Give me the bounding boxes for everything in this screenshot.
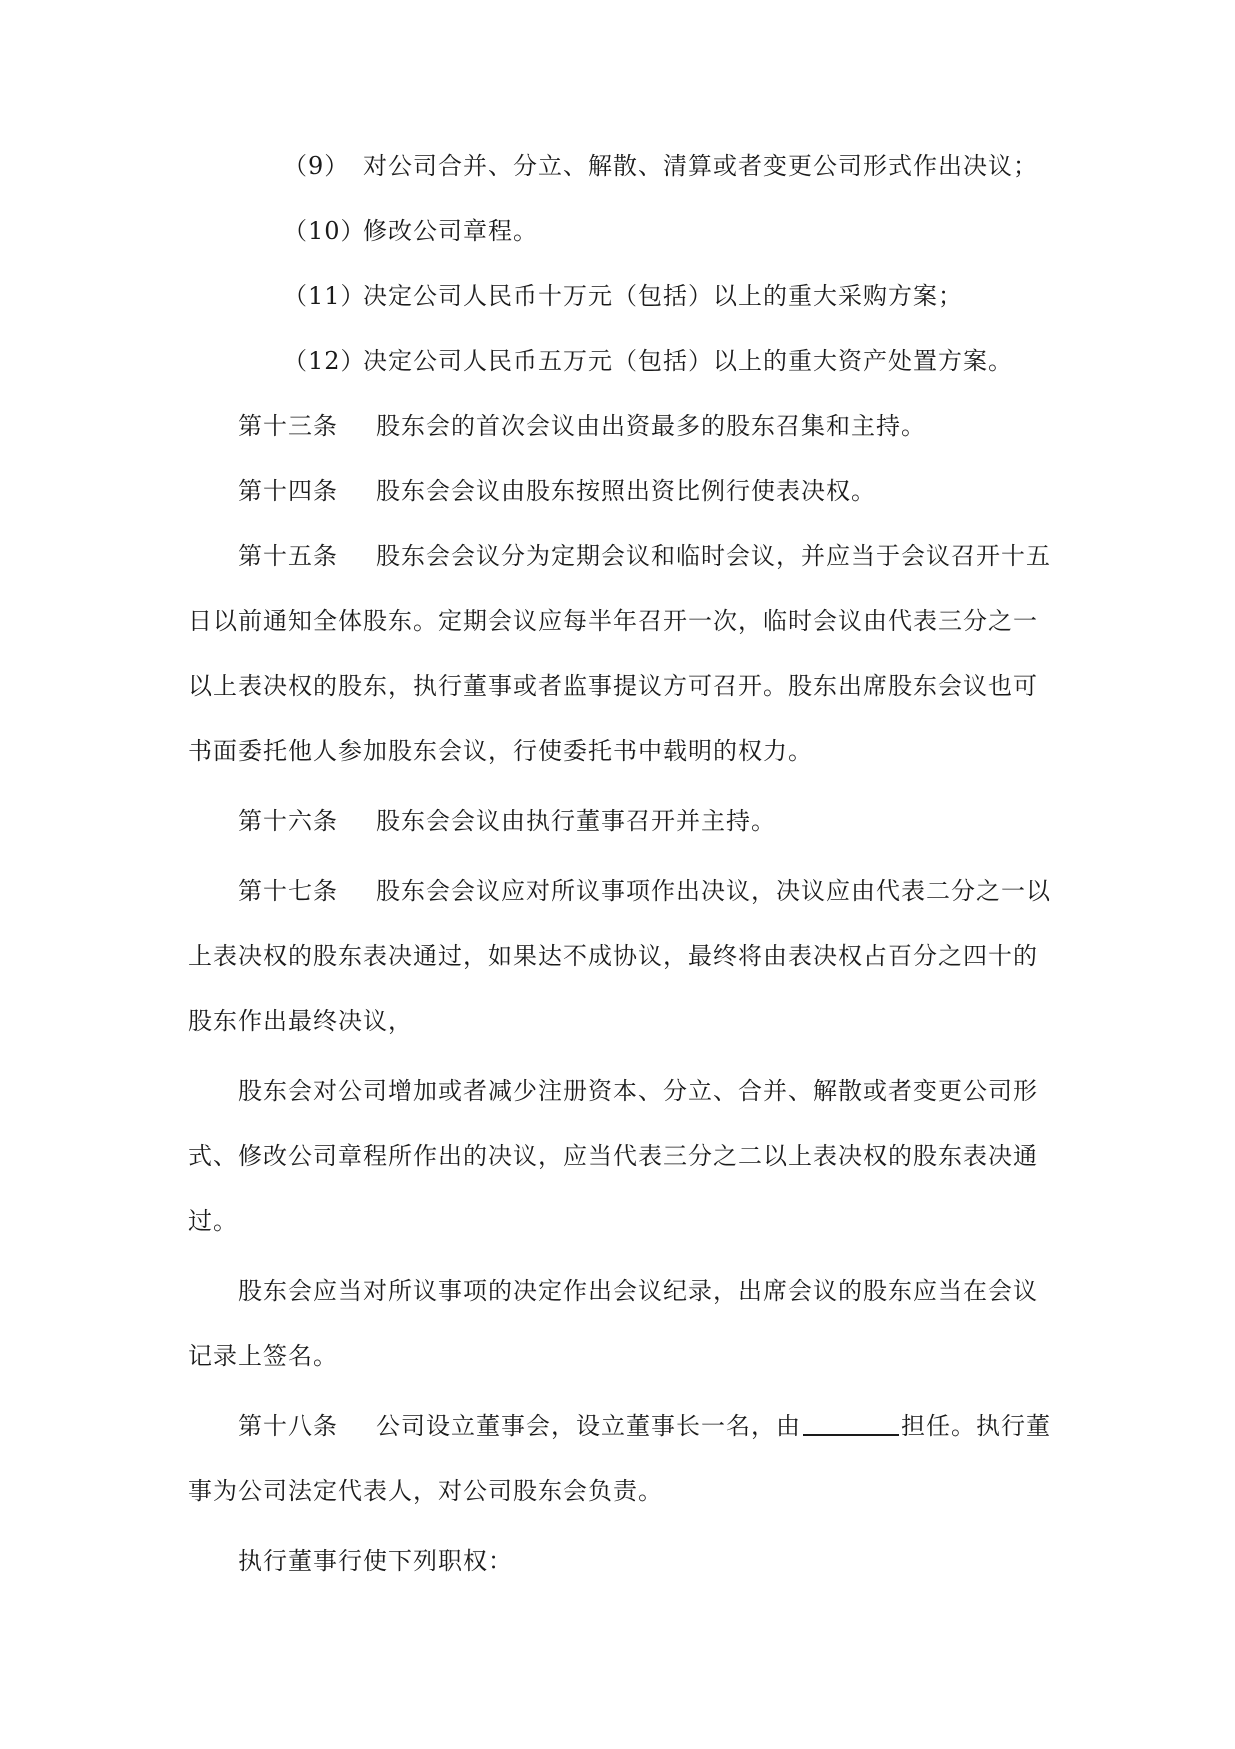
article-text: 股东会的首次会议由出资最多的股东召集和主持。 bbox=[376, 412, 926, 440]
article-text: 股东会会议由股东按照出资比例行使表决权。 bbox=[376, 477, 876, 505]
paragraph-capital-change-line-2: 式、修改公司章程所作出的决议，应当代表三分之二以上表决权的股东表决通 bbox=[188, 1142, 1038, 1170]
item-text: 决定公司人民币十万元（包括）以上的重大采购方案； bbox=[363, 282, 963, 310]
article-15-line-2: 日以前通知全体股东。定期会议应每半年召开一次，临时会议由代表三分之一 bbox=[188, 607, 1038, 635]
item-number: （11） bbox=[283, 282, 366, 310]
article-17 bbox=[238, 875, 1051, 907]
article-15-line-3: 以上表决权的股东，执行董事或者监事提议方可召开。股东出席股东会议也可 bbox=[188, 672, 1038, 700]
article-15 bbox=[238, 540, 1051, 572]
article-16 bbox=[238, 805, 776, 837]
list-item-11 bbox=[283, 280, 963, 312]
article-text: 股东会会议分为定期会议和临时会议，并应当于会议召开十五 bbox=[376, 542, 1051, 570]
article-number: 第十四条 bbox=[238, 477, 338, 505]
article-number: 第十三条 bbox=[238, 412, 338, 440]
paragraph-minutes-line-2: 记录上签名。 bbox=[188, 1342, 338, 1370]
paragraph-capital-change-line-3: 过。 bbox=[188, 1207, 238, 1235]
article-number: 第十五条 bbox=[238, 542, 338, 570]
item-number: （9） bbox=[283, 152, 350, 180]
article-15-line-4: 书面委托他人参加股东会议，行使委托书中载明的权力。 bbox=[188, 737, 813, 765]
article-text-before-blank: 公司设立董事会，设立董事长一名，由 bbox=[376, 1412, 801, 1440]
article-17-line-3: 股东作出最终决议， bbox=[188, 1007, 413, 1035]
paragraph-capital-change: 股东会对公司增加或者减少注册资本、分立、合并、解散或者变更公司形 bbox=[238, 1077, 1038, 1105]
fill-in-blank[interactable] bbox=[803, 1412, 899, 1436]
list-item-9 bbox=[283, 150, 1038, 182]
paragraph-director-duties: 执行董事行使下列职权： bbox=[238, 1547, 513, 1575]
article-text-after-blank: 担任。执行董 bbox=[901, 1412, 1051, 1440]
article-18 bbox=[238, 1410, 1051, 1442]
article-text: 股东会会议由执行董事召开并主持。 bbox=[376, 807, 776, 835]
article-number: 第十六条 bbox=[238, 807, 338, 835]
article-18-line-2: 事为公司法定代表人，对公司股东会负责。 bbox=[188, 1477, 663, 1505]
article-13 bbox=[238, 410, 926, 442]
article-17-line-2: 上表决权的股东表决通过，如果达不成协议，最终将由表决权占百分之四十的 bbox=[188, 942, 1038, 970]
article-number: 第十八条 bbox=[238, 1412, 338, 1440]
article-text: 股东会会议应对所议事项作出决议，决议应由代表二分之一以 bbox=[376, 877, 1051, 905]
item-number: （10） bbox=[283, 217, 366, 245]
article-number: 第十七条 bbox=[238, 877, 338, 905]
item-text: 决定公司人民币五万元（包括）以上的重大资产处置方案。 bbox=[363, 347, 1013, 375]
paragraph-minutes: 股东会应当对所议事项的决定作出会议纪录，出席会议的股东应当在会议 bbox=[238, 1277, 1038, 1305]
list-item-10 bbox=[283, 215, 538, 247]
item-text: 对公司合并、分立、解散、清算或者变更公司形式作出决议； bbox=[363, 152, 1038, 180]
item-text: 修改公司章程。 bbox=[363, 217, 538, 245]
article-14 bbox=[238, 475, 876, 507]
item-number: （12） bbox=[283, 347, 366, 375]
list-item-12 bbox=[283, 345, 1013, 377]
